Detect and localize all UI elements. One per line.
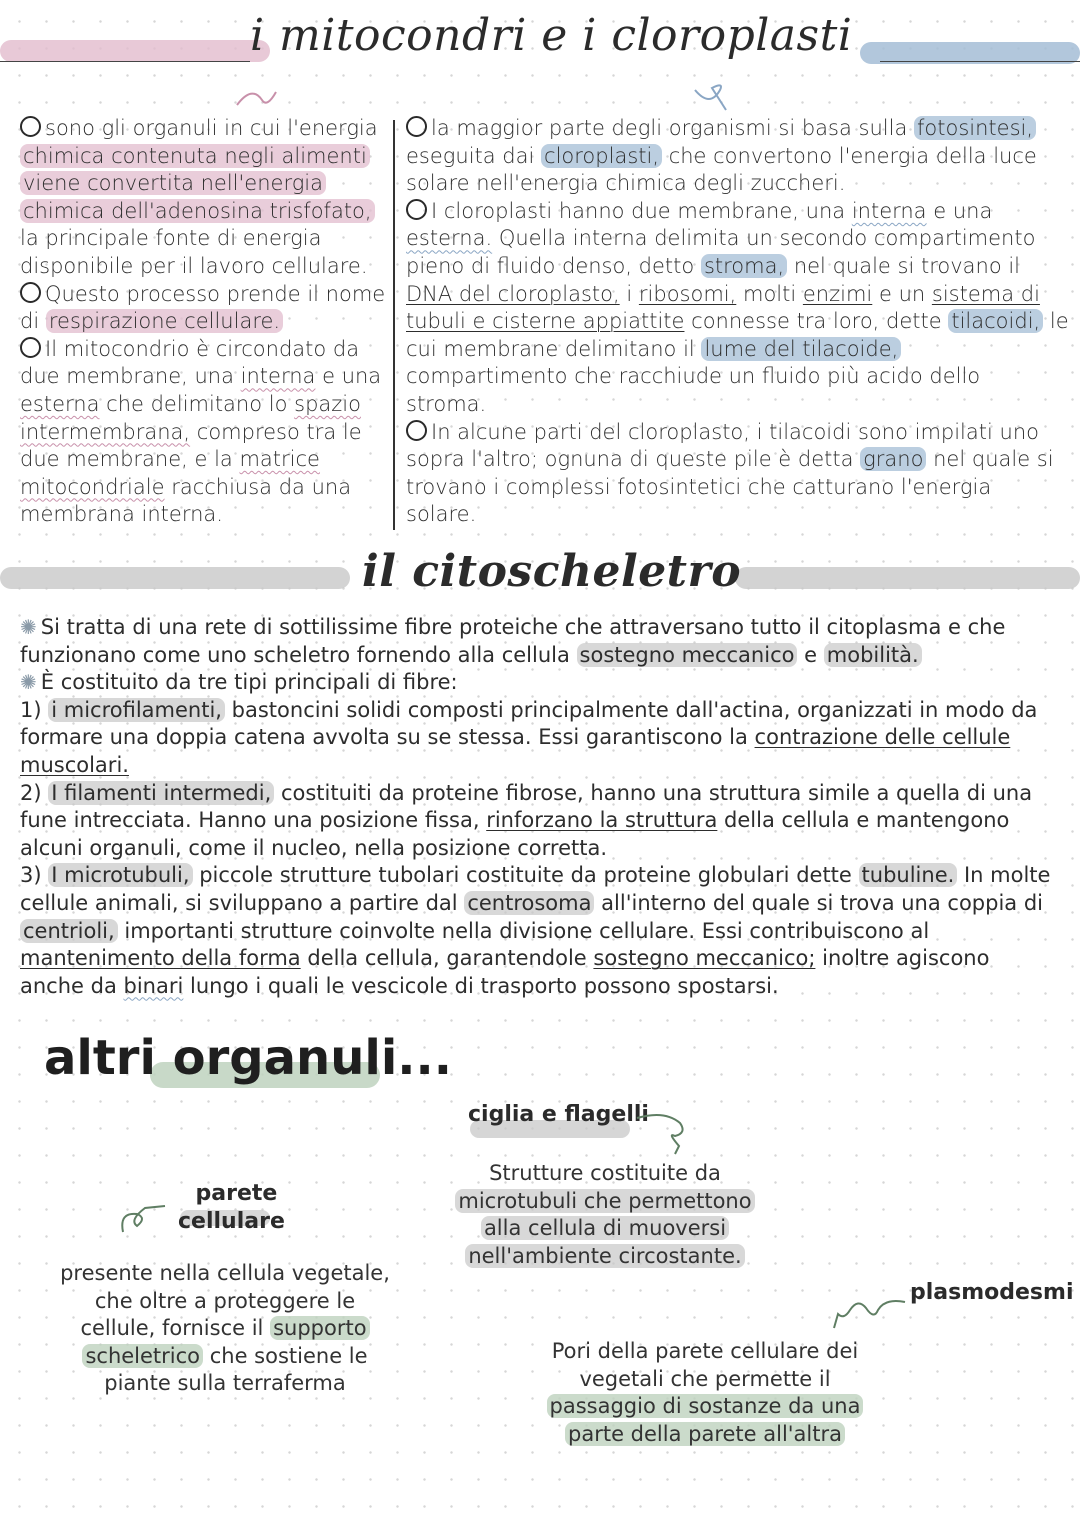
section-title-altri-organuli: altri organuli...: [44, 1030, 452, 1086]
text-line: e: [804, 642, 818, 667]
ciglia-text: [440, 1160, 770, 1270]
swirl-arrow-icon: [635, 1108, 695, 1158]
text-line: cellulare: [178, 1209, 285, 1234]
text-line: Strutture costituite da: [489, 1161, 721, 1185]
highlight-text: I microtubuli,: [48, 863, 192, 887]
text-line: che oltre a proteggere le: [94, 1288, 356, 1313]
underlined-text: tubuli e cisterne appiattite: [406, 309, 685, 334]
text-line: e un: [878, 281, 926, 306]
text-line: stroma.: [406, 391, 487, 416]
text-line: che sostiene le: [209, 1343, 368, 1368]
highlight-text: centrosoma: [464, 891, 594, 915]
text-line: le: [1049, 309, 1069, 334]
text-line: importanti strutture coinvolte nella divisione cellulare. Essi contribuiscono al: [124, 918, 930, 943]
text-line: racchiusa da una: [171, 474, 352, 499]
circle-bullet-icon: [406, 420, 427, 441]
underlined-text: intermembrana,: [20, 419, 191, 444]
circle-bullet-icon: [20, 116, 41, 137]
underlined-text: sistema di: [931, 281, 1040, 306]
citoscheletro-text: [20, 614, 1065, 1000]
text-line: della cellula e mantengono: [724, 808, 1010, 833]
underlined-text: binari: [123, 973, 184, 998]
text-line: e una: [933, 198, 993, 223]
text-line: cellule animali, si sviluppano a partire dal: [20, 890, 458, 915]
text-line: della cellula, garantendole: [307, 946, 587, 971]
text-line: bastoncini solidi composti principalmente dall'actina, organizzati in modo da: [231, 697, 1038, 722]
list-number: 3): [20, 863, 42, 888]
text-line: cui membrane delimitano il: [406, 336, 695, 361]
text-line: solare.: [406, 502, 477, 527]
header-bar-grey: [735, 567, 1080, 589]
text-line: che delimitano lo: [106, 391, 288, 416]
underlined-text: DNA del cloroplasto,: [406, 281, 620, 306]
highlight-text: stroma,: [701, 254, 787, 278]
highlight-text: fotosintesi,: [914, 116, 1036, 140]
text-line: e una: [322, 364, 382, 389]
text-line: nel quale si: [933, 447, 1054, 472]
underlined-text: interna: [851, 198, 927, 223]
highlight-text: chimica contenuta negli alimenti: [20, 144, 370, 168]
highlight-text: supporto: [270, 1316, 369, 1340]
text-line: trovano i complessi fotosintetici che catturano l'energia: [406, 474, 992, 499]
text-line: Il mitocondrio è circondato da: [45, 336, 360, 361]
circle-bullet-icon: [406, 116, 427, 137]
text-line: parete: [195, 1181, 278, 1206]
text-line: In molte: [963, 863, 1051, 888]
underlined-text: esterna.: [406, 226, 493, 251]
text-line: Quella interna delimita un secondo compartimento: [498, 226, 1036, 251]
highlight-text: lume del tilacoide,: [701, 337, 901, 361]
gear-bullet-icon: ✺: [20, 615, 37, 639]
highlight-text: viene convertita nell'energia: [20, 171, 326, 195]
text-line: nel quale si trovano il: [793, 253, 1021, 278]
header-rule-right: [880, 61, 1080, 62]
highlight-text: passaggio di sostanze da una: [547, 1394, 864, 1418]
text-line: pieno di fluido denso, detto: [406, 253, 695, 278]
column-divider: [393, 120, 395, 530]
text-line: piccole strutture tubolari costituite da proteine globulari dette: [199, 863, 852, 888]
underlined-text: contrazione delle cellule: [754, 725, 1011, 750]
text-line: presente nella cellula vegetale,: [60, 1261, 390, 1285]
text-line: vegetali che permette il: [579, 1366, 831, 1391]
highlight-text: microtubuli che permettono: [455, 1189, 754, 1213]
underlined-text: mantenimento della forma: [20, 946, 301, 971]
text-line: Pori della parete cellulare dei: [551, 1339, 859, 1363]
highlight-text: scheletrico: [82, 1344, 203, 1368]
text-line: eseguita dai: [406, 143, 535, 168]
section-title-citoscheletro: il citoscheletro: [362, 546, 742, 597]
underlined-text: rinforzano la struttura: [486, 808, 718, 833]
highlight-text: chimica dell'adenosina trisfofato,: [20, 199, 375, 223]
ciglia-title: ciglia e flagelli: [468, 1102, 649, 1127]
header-rule-left: [0, 61, 250, 62]
text-line: all'interno del quale si trova una coppia di: [601, 890, 1044, 915]
highlight-text: tubuline.: [859, 863, 958, 887]
highlight-text: sostegno meccanico: [577, 643, 798, 667]
text-line: due membrane, una: [20, 364, 234, 389]
text-line: formare una doppia catena avvolta su se stessa. Essi garantiscono la: [20, 725, 748, 750]
underlined-text: mitocondriale: [20, 474, 165, 499]
list-number: 2): [20, 780, 42, 805]
underlined-text: matrice: [239, 447, 320, 472]
text-line: I cloroplasti hanno due membrane, una: [431, 198, 846, 223]
cloroplasti-text: [406, 115, 1071, 529]
text-line: anche da: [20, 973, 117, 998]
text-line: disponibile per il lavoro cellulare.: [20, 253, 368, 278]
plasmodesmi-text: [520, 1338, 890, 1448]
highlight-text: tilacoidi,: [948, 309, 1043, 333]
highlight-text: parte della parete all'altra: [565, 1422, 845, 1446]
highlight-text: I filamenti intermedi,: [48, 781, 274, 805]
text-line: funzionano come uno scheletro fornendo alla cellula: [20, 642, 570, 667]
swirl-arrow-icon: [115, 1198, 175, 1238]
swirl-arrow-icon: [830, 1296, 910, 1332]
text-line: che convertono l'energia della luce: [668, 143, 1037, 168]
gear-bullet-icon: ✺: [20, 670, 37, 695]
text-line: costituiti da proteine fibrose, hanno una struttura simile a quella di una: [280, 780, 1033, 805]
swirl-arrow-icon: [232, 80, 282, 110]
text-line: In alcune parti del cloroplasto, i tilacoidi sono impilati uno: [431, 419, 1039, 444]
text-line: sono gli organuli in cui l'energia: [45, 116, 378, 140]
text-line: inoltre agiscono: [822, 946, 990, 971]
list-number: 1): [20, 697, 42, 722]
text-line: solare nell'energia chimica degli zuccheri.: [406, 171, 846, 196]
highlight-text: respirazione cellulare.: [46, 309, 283, 333]
highlight-text: mobilità.: [824, 643, 922, 667]
swirl-arrow-icon: [690, 80, 740, 120]
circle-bullet-icon: [20, 337, 41, 358]
underlined-text: muscolari.: [20, 752, 129, 777]
highlight-text: centrioli,: [20, 919, 118, 943]
circle-bullet-icon: [406, 199, 427, 220]
highlight-text: cloroplasti,: [541, 144, 662, 168]
mitocondri-text: [20, 115, 390, 529]
text-line: sopra l'altro; ognuna di queste pile è detta: [406, 447, 854, 472]
highlight-text: nell'ambiente circostante.: [465, 1244, 744, 1268]
text-line: alcuni organuli, come il nucleo, nella posizione corretta.: [20, 835, 608, 860]
highlight-text: i microfilamenti,: [48, 698, 225, 722]
text-line: i: [626, 281, 633, 306]
text-line: membrana interna.: [20, 502, 223, 527]
text-line: cellule, fornisce il: [80, 1316, 264, 1341]
text-line: la principale fonte di energia: [20, 226, 322, 251]
text-line: compreso tra le: [196, 419, 362, 444]
parete-title: [178, 1180, 285, 1236]
text-line: È costituito da tre tipi principali di fibre:: [40, 670, 458, 695]
text-line: connesse tra loro, dette: [691, 309, 942, 334]
text-line: molti: [742, 281, 797, 306]
circle-bullet-icon: [20, 282, 41, 303]
text-line: la maggior parte degli organismi si basa sulla: [431, 116, 908, 140]
underlined-text: interna: [240, 364, 316, 389]
highlight-text: alla cellula di muoversi: [481, 1216, 729, 1240]
text-line: di: [20, 309, 40, 334]
text-line: Si tratta di una rete di sottilissime fibre proteiche che attraversano tutto il citoplasma e che: [40, 615, 1006, 639]
underlined-text: esterna: [20, 391, 100, 416]
parete-text: [45, 1260, 405, 1398]
header-bar-pink: [0, 40, 270, 62]
section-title-mitocondri: i mitocondri e i cloroplasti: [250, 10, 853, 61]
text-line: piante sulla terraferma: [104, 1371, 346, 1396]
header-bar-grey: [0, 567, 350, 589]
underlined-text: ribosomi,: [638, 281, 737, 306]
text-line: compartimento che racchiude un fluido più acido dello: [406, 364, 981, 389]
underlined-text: spazio: [294, 391, 361, 416]
text-line: lungo i quali le vescicole di trasporto possono spostarsi.: [190, 973, 779, 998]
text-line: fune intrecciata. Hanno una posizione fissa,: [20, 808, 480, 833]
plasmodesmi-title: plasmodesmi: [910, 1280, 1074, 1305]
text-line: Questo processo prende il nome: [45, 281, 386, 306]
underlined-text: enzimi: [802, 281, 873, 306]
underlined-text: sostegno meccanico;: [593, 946, 816, 971]
text-line: due membrane, e la: [20, 447, 233, 472]
highlight-text: grano: [860, 447, 926, 471]
